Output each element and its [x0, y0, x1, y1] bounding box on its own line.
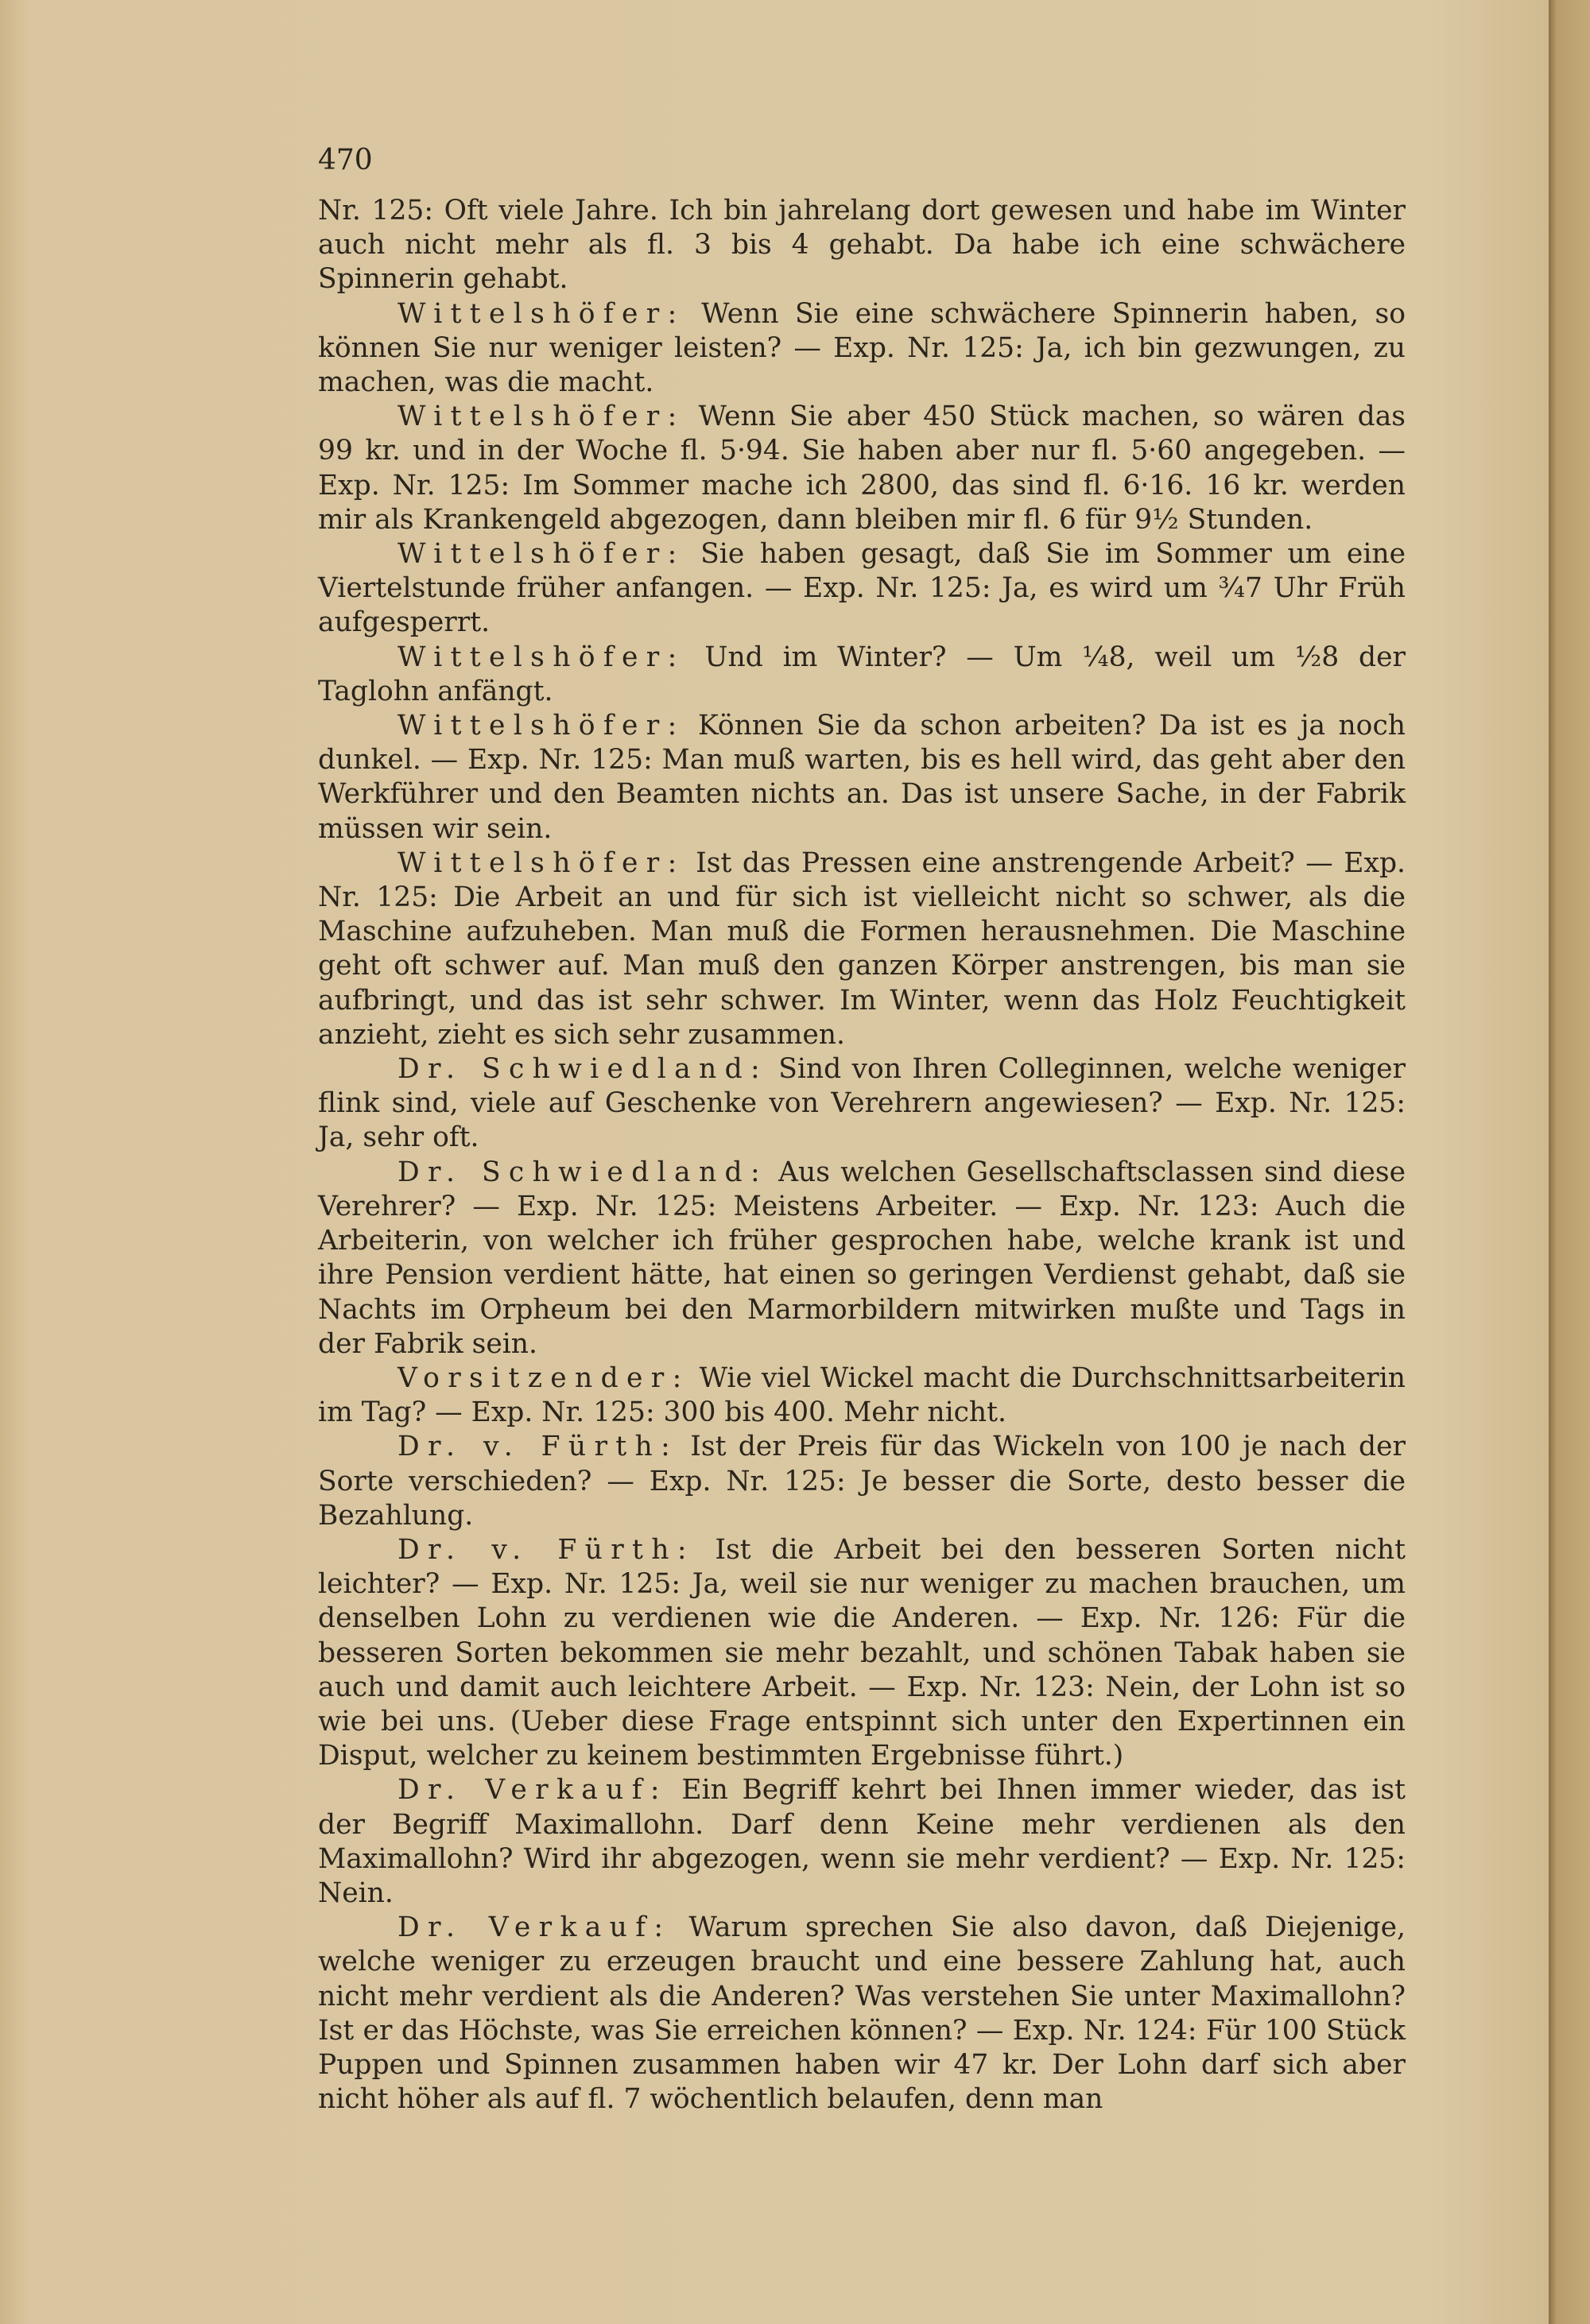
speaker-name: Vorsitzender: — [398, 1361, 690, 1394]
paragraph-text: Sind von Ihren Colleginnen, welche weniger flink sind, viele auf Geschenke von Verehrern angewiesen? — Exp. Nr. 125: Ja, sehr oft. — [318, 1053, 1406, 1154]
speaker-name: Wittelshöfer: — [398, 710, 685, 742]
paragraph-text: Warum sprechen Sie also davon, daß Diejenige, welche weniger zu erzeugen braucht und eine bessere Zahlung hat, auch nicht mehr verdient als die Anderen? Was verstehen Sie unter Maximallohn? Ist er das Höchste, was Sie erreichen können? — Exp. Nr. 124: Für 100 Stück Puppen und Spinnen zusammen haben wir 47 kr. Der Lohn darf sich aber nicht höher als auf fl. 7 wöchentlich belaufen, denn man — [318, 1911, 1406, 2116]
paragraph-text: Ist das Pressen eine anstrengende Arbeit? — Exp. Nr. 125: Die Arbeit an und für sich ist vielleicht nicht so schwer, als die Maschine aufzuheben. Man muß die Formen herausnehmen. Die Maschine geht oft schwer auf. Man muß den ganzen Körper anstrengen, bis man sie aufbringt, und das ist sehr schwer. Im Winter, wenn das Holz Feuchtigkeit anzieht, zieht es sich sehr zusammen. — [318, 846, 1406, 1051]
paragraph — [318, 537, 1406, 641]
speaker-name: Dr. Verkauf: — [398, 1774, 668, 1807]
page-content — [318, 141, 1406, 2117]
paragraph — [318, 641, 1406, 709]
paragraph-text: Sie haben gesagt, daß Sie im Sommer um eine Viertelstunde früher anfangen. — Exp. Nr. 125: Ja, es wird um ¾7 Uhr Früh aufgesperrt. — [318, 538, 1406, 639]
paragraph-text: Wenn Sie aber 450 Stück machen, so wären das 99 kr. und in der Woche fl. 5·94. Sie haben aber nur fl. 5·60 angegeben. — Exp. Nr. 125: Im Sommer mache ich 2800, das sind fl. 6·16. 16 kr. werden mir als Krankengeld abgezogen, dann bleiben mir fl. 6 für 9½ Stunden. — [318, 401, 1406, 536]
page-gutter — [1549, 0, 1590, 2324]
speaker-name: Wittelshöfer: — [398, 641, 685, 673]
paragraph-text: Ist der Preis für das Wickeln von 100 je nach der Sorte verschieden? — Exp. Nr. 125: Je besser die Sorte, desto besser die Bezahlung. — [318, 1431, 1406, 1532]
paragraph — [318, 297, 1406, 401]
paragraph-text: Aus welchen Gesellschaftsclassen sind diese Verehrer? — Exp. Nr. 125: Meistens Arbeiter. — Exp. Nr. 123: Auch die Arbeiterin, von welcher ich früher gesprochen habe, welche krank ist und ihre Pension verdient hätte, hat einen so geringen Verdienst gehabt, daß sie Nachts im Orpheum bei den Marmorbildern mitwirken mußte und Tags in der Fabrik sein. — [318, 1156, 1406, 1360]
paragraph-text: Ein Begriff kehrt bei Ihnen immer wieder, das ist der Begriff Maximallohn. Darf denn Keine mehr verdienen als den Maximallohn? Wird ihr abgezogen, wenn sie mehr verdient? — Exp. Nr. 125: Nein. — [318, 1774, 1406, 1909]
paragraph-text: Wenn Sie eine schwächere Spinnerin haben, so können Sie nur weniger leisten? — Exp. Nr. 125: Ja, ich bin gezwungen, zu machen, was die macht. — [318, 297, 1406, 399]
paragraph-text: Nr. 125: Oft viele Jahre. Ich bin jahrelang dort gewesen und habe im Winter auch nicht mehr als fl. 3 bis 4 gehabt. Da habe ich eine schwächere Spinnerin gehabt. — [318, 195, 1406, 296]
speaker-name: Dr. Verkauf: — [398, 1911, 672, 1944]
speaker-name: Dr. Schwiedland: — [398, 1156, 768, 1188]
paragraph — [318, 709, 1406, 846]
paragraph — [318, 400, 1406, 537]
paragraph-text: Wie viel Wickel macht die Durchschnittsarbeiterin im Tag? — Exp. Nr. 125: 300 bis 400. Mehr nicht. — [318, 1361, 1406, 1429]
paragraph — [318, 1430, 1406, 1533]
speaker-name: Wittelshöfer: — [398, 538, 685, 571]
paragraph-text: Und im Winter? — Um ¼8, weil um ½8 der Taglohn anfängt. — [318, 641, 1406, 707]
speaker-name: Dr. Schwiedland: — [398, 1053, 768, 1086]
paragraph — [318, 194, 1406, 297]
paragraph — [318, 1052, 1406, 1156]
paragraph — [318, 1156, 1406, 1361]
speaker-name: Dr. v. Fürth: — [398, 1533, 695, 1566]
paragraph — [318, 846, 1406, 1052]
paragraph-text: Ist die Arbeit bei den besseren Sorten nicht leichter? — Exp. Nr. 125: Ja, weil sie nur weniger zu machen brauchen, um denselben Lohn zu verdienen wie die Anderen. — Exp. Nr. 126: Für die besseren Sorten bekommen sie mehr bezahlt, und schönen Tabak haben sie auch und damit auch leichtere Arbeit. — Exp. Nr. 123: Nein, der Lohn ist so wie bei uns. (Ueber diese Frage entspinnt sich unter den Expertinnen ein Disput, welcher zu keinem bestimmten Ergebnisse führt.) — [318, 1533, 1406, 1772]
paragraph — [318, 1361, 1406, 1430]
paragraph — [318, 1533, 1406, 1773]
speaker-name: Wittelshöfer: — [398, 297, 685, 330]
speaker-name: Wittelshöfer: — [398, 401, 685, 433]
page-number: 470 — [318, 144, 373, 176]
paragraph — [318, 1773, 1406, 1911]
speaker-name: Wittelshöfer: — [398, 846, 685, 879]
speaker-name: Dr. v. Fürth: — [398, 1431, 679, 1463]
paragraph — [318, 1911, 1406, 2117]
paragraph-text: Können Sie da schon arbeiten? Da ist es ja noch dunkel. — Exp. Nr. 125: Man muß warten, bis es hell wird, das geht aber den Werkführer und den Beamten nichts an. Das ist unsere Sache, in der Fabrik müssen wir sein. — [318, 710, 1406, 845]
